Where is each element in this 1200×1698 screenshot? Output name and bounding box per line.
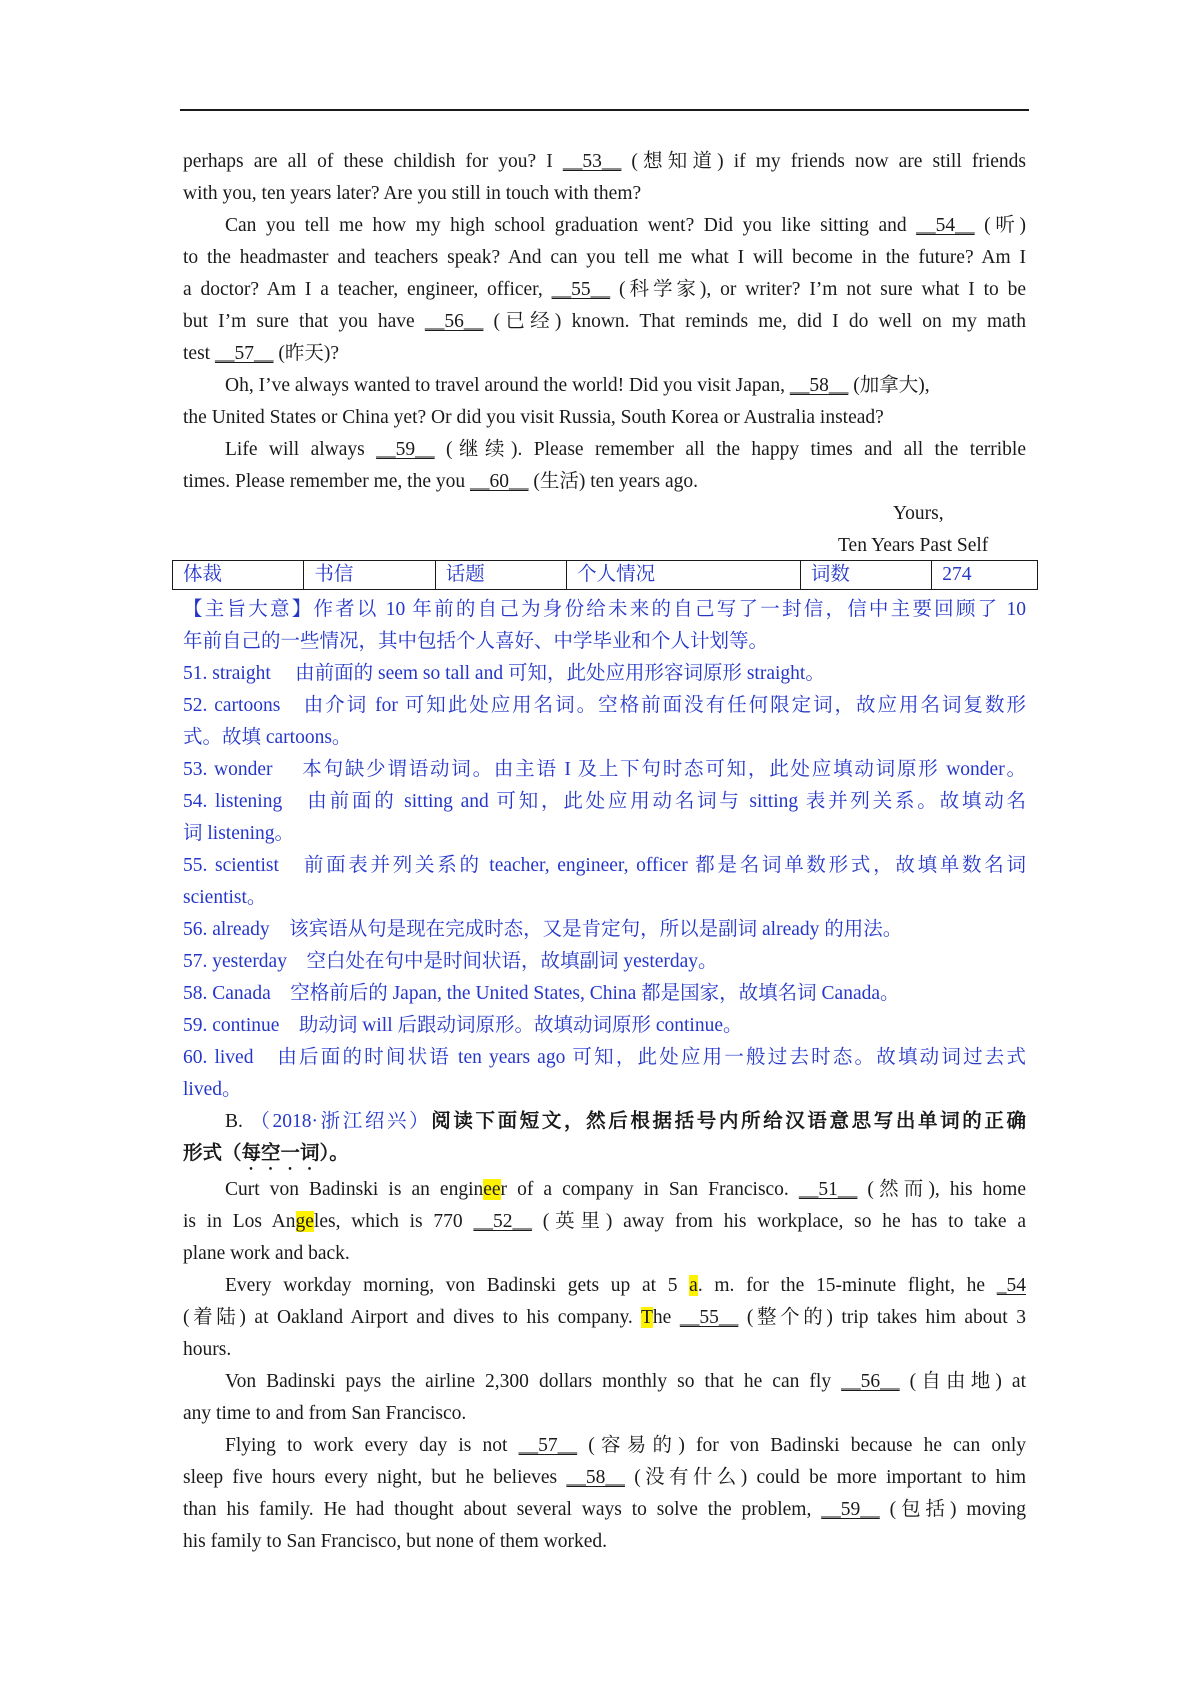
answer-58: 58. Canada 空格前后的 Japan, the United States, China 都是国家，故填名词 Canada。 [183,983,900,1004]
passage-line: but I’m sure that you have __56__ (已经) known. That reminds me, did I do well on my math [183,311,1026,332]
answer-52: 52. cartoons 由介词 for 可知此处应用名词。空格前面没有任何限定词，故应用名词复数形 [183,695,1026,716]
answer-54: 54. listening 由前面的 sitting and 可知，此处应用动名词与 sitting 表并列关系。故填动名 [183,791,1026,812]
info-table [172,560,1038,590]
blank-60: __60__ [470,471,529,492]
blank-56: __56__ [424,311,484,332]
blank-55: __55__ [679,1307,739,1328]
answer-57: 57. yesterday 空白处在句中是时间状语，故填副词 yesterday。 [183,951,718,972]
answer-55: scientist。 [183,887,267,908]
passage-line: to the headmaster and teachers speak? And can you tell me what I will become in the future? Am I [183,247,1026,268]
word-count-value: 274 [932,561,1038,590]
passage-line: Every workday morning, von Badinski gets up at 5 a. m. for the 15-minute flight, he _54 [225,1275,1026,1296]
letter-closing: Yours, [893,503,944,524]
part-b-instruction: 形式（每空一词）。 [183,1143,349,1164]
answer-59: 59. continue 助动词 will 后跟动词原形。故填动词原形 continue。 [183,1015,743,1036]
part-b-heading: B. （2018·浙江绍兴）阅读下面短文，然后根据括号内所给汉语意思写出单词的正确 [225,1111,1026,1132]
passage-line: is in Los Angeles, which is 770 __52__ (英里) away from his workplace, so he has to take a [183,1211,1026,1232]
blank-59: __59__ [821,1499,880,1520]
topic-label: 话题 [435,561,566,590]
passage-line: times. Please remember me, the you __60__ (生活) ten years ago. [183,471,698,492]
blank-56: __56__ [841,1371,900,1392]
blank-54: __54__ [916,215,975,236]
header-rule [180,109,1029,111]
passage-line: his family to San Francisco, but none of them worked. [183,1531,608,1552]
passage-line: than his family. He had thought about several ways to solve the problem, __59__ (包括) moving [183,1499,1026,1520]
passage-line: perhaps are all of these childish for you? I __53__ (想知道) if my friends now are still friends [183,151,1026,172]
passage-line: with you, ten years later? Are you still in touch with them? [183,183,642,204]
answer-54: 词 listening。 [183,823,295,844]
main-idea: 年前自己的一些情况，其中包括个人喜好、中学毕业和个人计划等。 [183,631,769,652]
passage-line: Oh, I’ve always wanted to travel around the world! Did you visit Japan, __58__ (加拿大), [225,375,930,396]
genre-label: 体裁 [173,561,304,590]
blank-55: __55__ [551,279,611,300]
answer-60: lived。 [183,1079,242,1100]
blank-54: _54 [996,1275,1026,1296]
genre-value: 书信 [304,561,435,590]
blank-58: __58__ [566,1467,625,1488]
answer-53: 53. wonder 本句缺少谓语动词。由主语 I 及上下句时态可知，此处应填动词原形 wonder。 [183,759,1026,780]
main-idea: 【主旨大意】作者以 10 年前的自己为身份给未来的自己写了一封信，信中主要回顾了 10 [183,599,1026,620]
blank-59: __59__ [376,439,435,460]
source-tag: （2018·浙江绍兴） [250,1111,432,1132]
answer-60: 60. lived 由后面的时间状语 ten years ago 可知，此处应用一般过去时态。故填动词过去式 [183,1047,1026,1068]
blank-51: __51__ [798,1179,858,1200]
answer-51: 51. straight 由前面的 seem so tall and 可知，此处应用形容词原形 straight。 [183,663,825,684]
blank-52: __52__ [473,1211,532,1232]
letter-signature: Ten Years Past Self [838,535,989,556]
passage-line: any time to and from San Francisco. [183,1403,467,1424]
passage-line: the United States or China yet? Or did you visit Russia, South Korea or Australia instead? [183,407,884,428]
passage-line: (着陆) at Oakland Airport and dives to his company. The __55__ (整个的) trip takes him about 3 [183,1307,1026,1328]
passage-line: a doctor? Am I a teacher, engineer, officer, __55__ (科学家), or writer? I’m not sure what I to be [183,279,1026,300]
passage-line: test __57__ (昨天)? [183,343,339,364]
blank-57: __57__ [518,1435,578,1456]
passage-line: hours. [183,1339,232,1360]
passage-line: plane work and back. [183,1243,350,1264]
passage-line: Life will always __59__ (继续). Please remember all the happy times and all the terrible [225,439,1026,460]
answer-56: 56. already 该宾语从句是现在完成时态，又是肯定句，所以是副词 already 的用法。 [183,919,903,940]
blank-57: __57__ [214,343,274,364]
passage-line: Von Badinski pays the airline 2,300 dollars monthly so that he can fly __56__ (自由地) at [225,1371,1027,1392]
passage-line: Curt von Badinski is an engineer of a company in San Francisco. __51__ (然而), his home [225,1179,1026,1200]
blank-58: __58__ [789,375,849,396]
passage-line: Flying to work every day is not __57__ (容易的) for von Badinski because he can only [225,1435,1027,1456]
passage-line: Can you tell me how my high school graduation went? Did you like sitting and __54__ (听) [225,215,1026,236]
word-count-label: 词数 [800,561,931,590]
passage-line: sleep five hours every night, but he believes __58__ (没有什么) could be more important to him [183,1467,1026,1488]
answer-52: 式。故填 cartoons。 [183,727,352,748]
blank-53: __53__ [562,151,622,172]
answer-55: 55. scientist 前面表并列关系的 teacher, engineer, officer 都是名词单数形式，故填单数名词 [183,855,1026,876]
topic-value: 个人情况 [567,561,801,590]
table-row [173,561,1038,590]
